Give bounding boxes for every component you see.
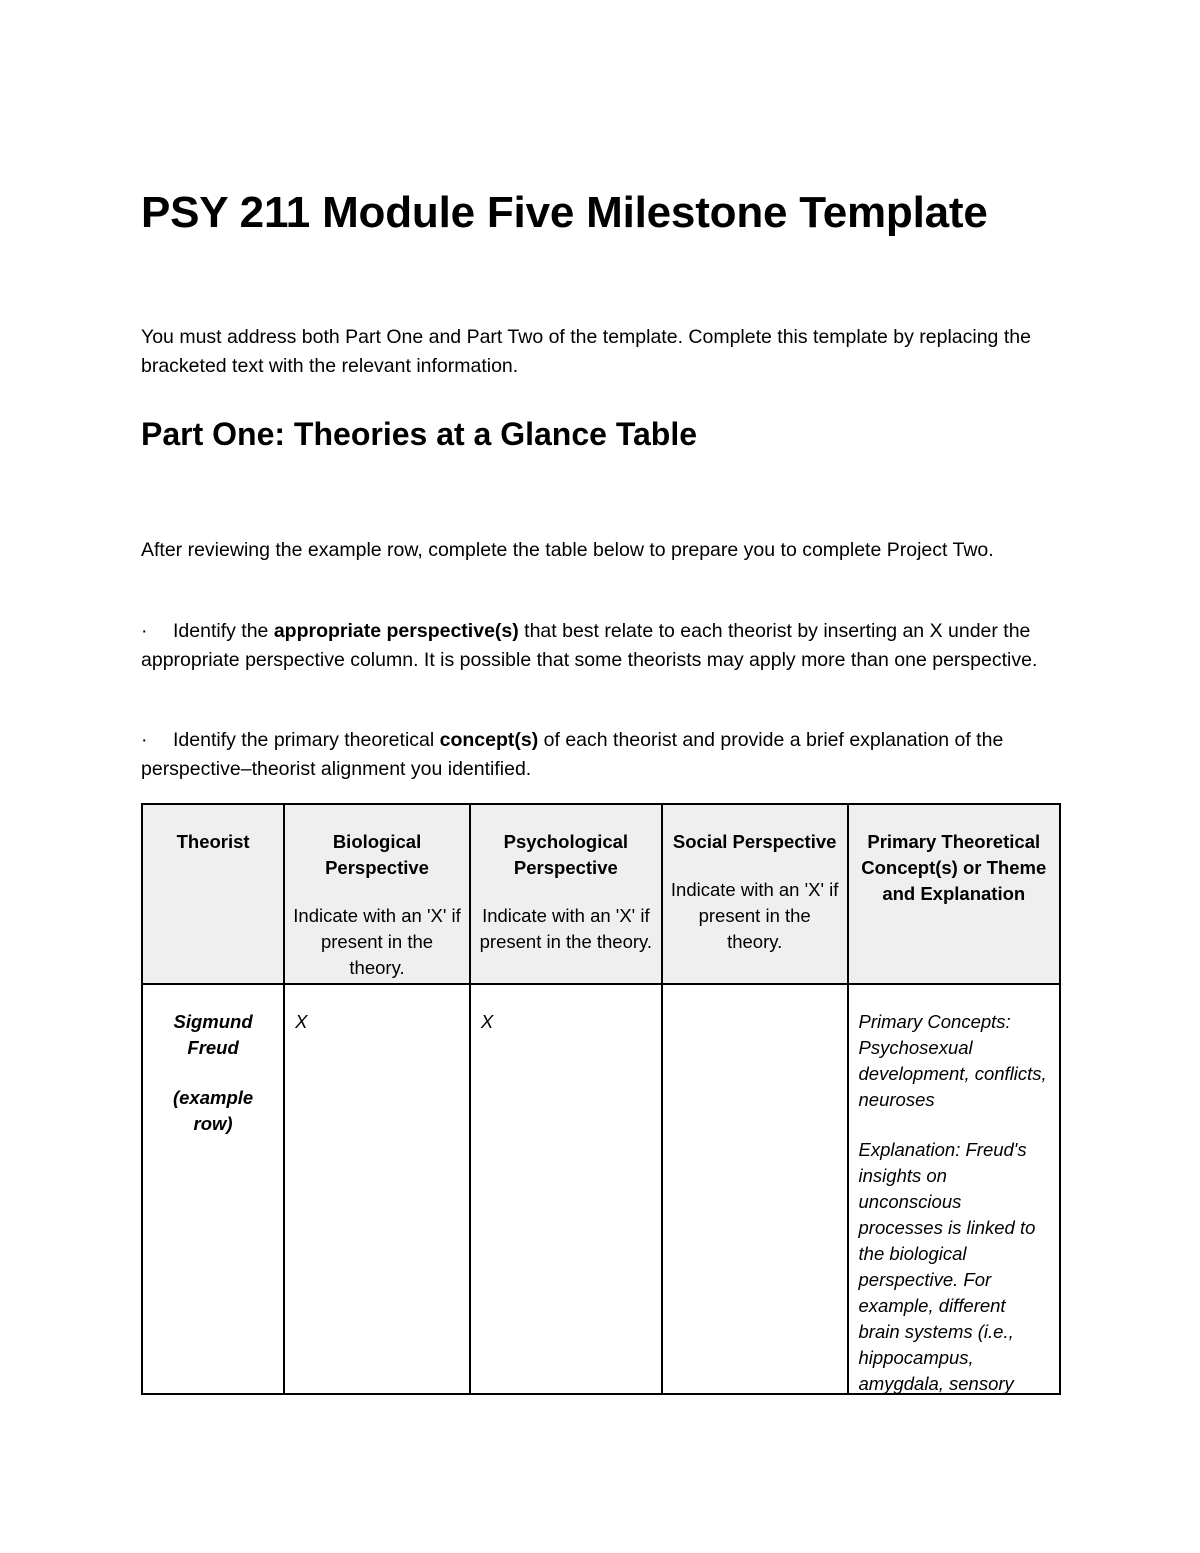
header-indicate-note: Indicate with an 'X' if present in the theory.	[479, 905, 653, 952]
bullet-perspective	[141, 617, 1061, 674]
header-social-label: Social Perspective	[672, 831, 837, 852]
header-concept	[848, 804, 1060, 984]
cell-social	[662, 984, 848, 1394]
primary-concepts-text: Primary Concepts: Psychosexual development, conflicts, neuroses	[858, 1011, 1047, 1110]
bullet-dot: ·	[141, 729, 148, 751]
header-psychological-label: Psychological Perspective	[503, 831, 629, 878]
intro-paragraph: You must address both Part One and Part Two of the template. Complete this template by replacing the bracketed text with the relevant information.	[141, 326, 1031, 377]
part-one-heading: Part One: Theories at a Glance Table	[141, 416, 698, 452]
table-header-row	[142, 804, 1060, 984]
header-theorist	[142, 804, 284, 984]
bullet-bold-text: concept(s)	[439, 729, 539, 751]
bullet-text-before: Identify the	[173, 620, 274, 642]
bullet-concept	[141, 726, 1061, 783]
cell-biological	[284, 984, 470, 1394]
header-biological	[284, 804, 470, 984]
biological-mark: X	[295, 1011, 308, 1032]
header-theorist-label: Theorist	[176, 831, 250, 852]
theorist-name: Sigmund Freud	[173, 1011, 253, 1058]
bullet-dot: ·	[141, 620, 148, 642]
header-psychological	[470, 804, 662, 984]
header-social	[662, 804, 848, 984]
header-biological-label: Biological Perspective	[325, 831, 429, 878]
after-review-paragraph: After reviewing the example row, complete the table below to prepare you to complete Project Two.	[141, 539, 994, 561]
document-title: PSY 211 Module Five Milestone Template	[141, 188, 988, 237]
bullet-text-after: that best relate to each theorist by inserting an X under the appropriate perspective column. It is possible that some theorists may apply more than one perspective.	[141, 620, 1038, 671]
bullet-text-after: of each theorist and provide a brief explanation of the perspective–theorist alignment you identified.	[141, 729, 1004, 780]
explanation-text: Explanation: Freud's insights on unconscious processes is linked to the biological perspective. For example, different brain systems (i.e., hippocampus, amygdala, sensory	[858, 1139, 1036, 1394]
bullet-bold-text: appropriate perspective(s)	[273, 620, 519, 642]
psychological-mark: X	[480, 1011, 494, 1032]
header-indicate-note: Indicate with an 'X' if present in the theory.	[293, 905, 461, 978]
bullet-text-before: Identify the primary theoretical	[173, 729, 440, 751]
header-concept-label: Primary Theoretical Concept(s) or Theme and Explanation	[861, 831, 1047, 904]
cell-concept	[848, 984, 1060, 1394]
cell-theorist	[142, 984, 284, 1394]
theories-table	[141, 803, 1061, 1395]
table-row	[142, 984, 1060, 1394]
cell-psychological	[470, 984, 662, 1394]
example-row-label: (example row)	[172, 1087, 254, 1134]
header-indicate-note: Indicate with an 'X' if present in the theory.	[670, 879, 839, 952]
